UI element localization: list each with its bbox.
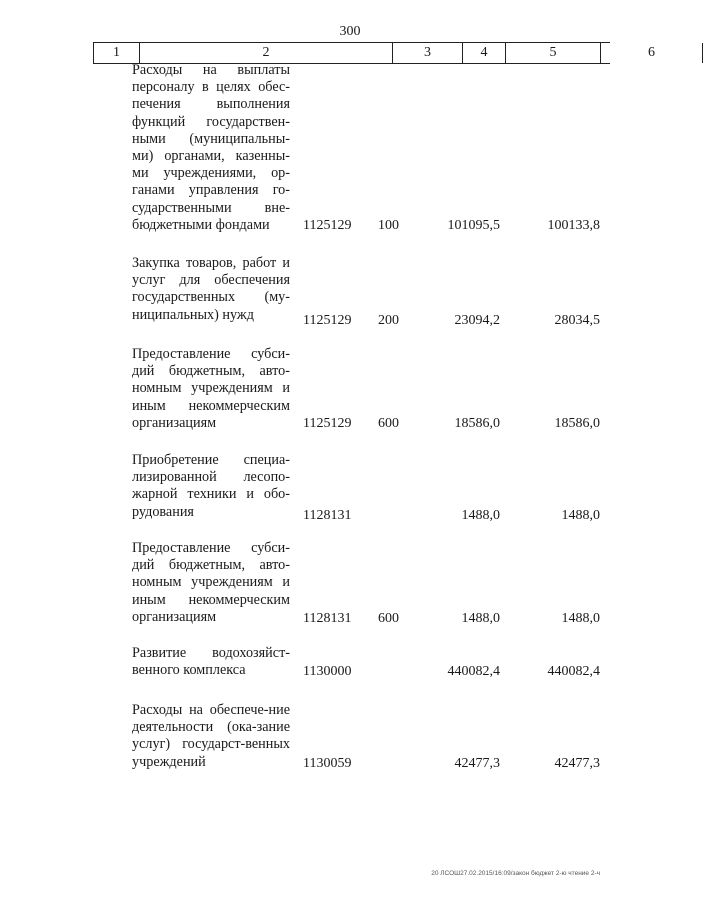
row-code: 1130059	[303, 756, 352, 771]
row-value-5: 1488,0	[461, 508, 500, 523]
row-value-5: 23094,2	[454, 313, 500, 328]
row-vr: 200	[378, 313, 399, 328]
row-value-6: 100133,8	[547, 218, 600, 233]
row-code: 1128131	[303, 611, 352, 626]
row-description: Развитие водохозяйст-венного комплекса	[132, 645, 290, 679]
row-code: 1130000	[303, 664, 352, 679]
row-value-5: 18586,0	[454, 416, 500, 431]
row-description: Закупка товаров, работ и услуг для обеспечения государственных (му-ниципальных) нужд	[132, 255, 290, 323]
header-col-6: 6	[600, 43, 703, 63]
row-value-6: 28034,5	[554, 313, 600, 328]
row-code: 1125129	[303, 218, 352, 233]
page-number: 300	[339, 24, 361, 39]
row-description: Предоставление субси-дий бюджетным, авто-номным учреждениям и иным некоммерческим организациям	[132, 540, 290, 625]
row-vr: 600	[378, 611, 399, 626]
row-value-5: 42477,3	[454, 756, 500, 771]
row-code: 1128131	[303, 508, 352, 523]
row-code: 1125129	[303, 313, 352, 328]
row-value-6: 1488,0	[561, 611, 600, 626]
row-description: Расходы на выплаты персоналу в целях обес-печения выполнения функций государствен-ными (муниципальны-ми) органами, казенны-ми учреждениями, ор-ганами управления го-сударственными вне-бюджетными фондами	[132, 62, 290, 233]
row-value-6: 440082,4	[547, 664, 600, 679]
header-col-4: 4	[462, 43, 505, 63]
row-value-6: 18586,0	[554, 416, 600, 431]
row-vr: 600	[378, 416, 399, 431]
row-description: Приобретение специа-лизированной лесопо-жарной техники и обо-рудования	[132, 452, 290, 520]
table-header	[93, 42, 655, 64]
row-value-6: 42477,3	[554, 756, 600, 771]
row-description: Расходы на обеспече-ние деятельности (ока-зание услуг) государст-венных учреждений	[132, 702, 290, 770]
row-value-5: 1488,0	[461, 611, 500, 626]
row-description: Предоставление субси-дий бюджетным, авто-номным учреждениям и иным некоммерческим организациям	[132, 346, 290, 431]
header-col-5: 5	[505, 43, 600, 63]
footer-note: 20 ЛСОШ27.02.2015/16:09/закон бюджет 2-ю чтение 2-ч	[431, 870, 600, 877]
header-col-3: 3	[392, 43, 462, 63]
row-value-6: 1488,0	[561, 508, 600, 523]
header-col-1: 1	[93, 43, 139, 63]
row-value-5: 440082,4	[447, 664, 500, 679]
header-col-2: 2	[139, 43, 392, 63]
row-vr: 100	[378, 218, 399, 233]
row-code: 1125129	[303, 416, 352, 431]
row-value-5: 101095,5	[447, 218, 500, 233]
